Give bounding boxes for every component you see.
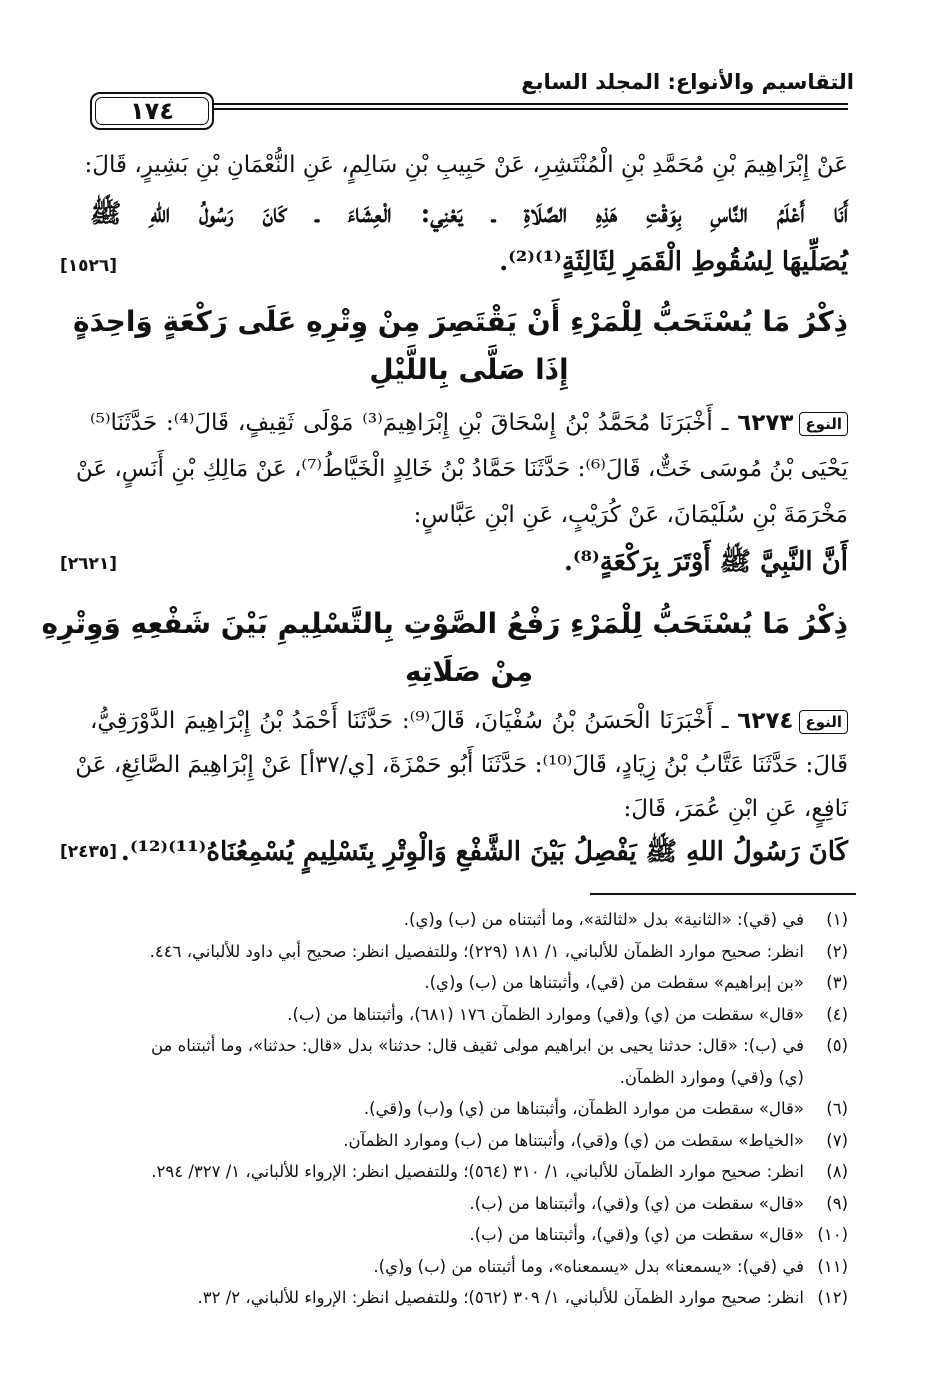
- footnote: [90, 936, 848, 967]
- body-line: يَحْيَى بْنُ مُوسَى خَتٌّ، قَالَ⁽⁶⁾: حَدَّثَنَا حَمَّادُ بْنُ خَالِدٍ الْخَيَّاطُ⁽⁷⁾، عَنْ مَالِكِ بْنِ أَنَسٍ، عَنْ: [75, 456, 848, 482]
- matn-line: أَنَّ النَّبِيَّ ﷺ أَوْتَرَ بِرَكْعَةٍ⁽⁸⁾.: [563, 547, 848, 577]
- footnote-text: (ي) و(قي) وموارد الظمآن.: [619, 1067, 804, 1087]
- isnad-text: ـ أَخْبَرَنَا الْحَسَنُ بْنُ سُفْيَانَ، قَالَ⁽⁹⁾: حَدَّثَنَا أَحْمَدُ بْنُ إِبْرَاهِيمَ الدَّوْرَقِيُّ،: [90, 708, 729, 734]
- footnote: [90, 1251, 848, 1282]
- footnote-number: (٣): [826, 973, 848, 992]
- footnote: [90, 1156, 848, 1187]
- footnote-text: انظر: صحيح موارد الظمآن للألباني، ١/ ٣٠٩ (٥٦٢)؛ وللتفصيل انظر: الإرواء للألباني، ٢/ ٣٢.: [197, 1288, 804, 1307]
- matn-line: يُصَلِّيهَا لِسُقُوطِ الْقَمَرِ لِثَالِثَةٍ⁽¹⁾⁽²⁾.: [499, 247, 848, 277]
- cross-reference: [٢٤٣٥]: [60, 842, 118, 862]
- footnote-number: (٨): [826, 1162, 848, 1181]
- footnote-text: في (قي): «الثانية» بدل «لثالثة»، وما أثبتناه من (ب) و(ي).: [403, 910, 804, 929]
- footnote-text: «قال» سقطت من (ي) و(قي)، وأثبتناها من (ب).: [469, 1193, 804, 1213]
- footnote-number: (١٢): [817, 1288, 848, 1307]
- footnote-number: (٦): [826, 1099, 848, 1118]
- cross-reference: [٢٦٢١]: [60, 554, 118, 574]
- page-number-box: [90, 92, 214, 130]
- footnote: [90, 904, 848, 935]
- footnote-number: (١١): [817, 1256, 848, 1276]
- footnote-text: «قال» سقطت من موارد الظمآن، وأثبتناها من (ي) و(ب) و(قي).: [363, 1099, 804, 1118]
- footnote-text: في (قي): «يسمعنا» بدل «يسمعناه»، وما أثبتناه من (ب) و(ي).: [373, 1256, 804, 1276]
- footnote-text: «قال» سقطت من (ي) و(قي) وموارد الظمآن ١٧٦ (٦٨١)، وأثبتناها من (ب).: [287, 1004, 804, 1024]
- footnote-number: (٩): [826, 1193, 848, 1213]
- page-number: ١٧٤: [130, 97, 174, 125]
- footnote: [90, 1093, 848, 1124]
- footnote-separator: [590, 893, 856, 895]
- matn-line: أَنَا أَعْلَمُ النَّاسِ بِوَقْتِ هَذِهِ الصَّلَاةِ ـ يَعْنِي: الْعِشَاءَ ـ كَانَ رَسُولُ اللهِ ﷺ: [90, 199, 848, 229]
- footnote: [90, 1219, 848, 1250]
- hadith-number: ٦٢٧٣: [737, 410, 794, 436]
- matn-line: كَانَ رَسُولُ اللهِ ﷺ يَفْصِلُ بَيْنَ الشَّفْعِ وَالْوِتْرِ بِتَسْلِيمٍ يُسْمِعُنَاهُ⁽¹¹⁾⁽¹²⁾.: [120, 837, 848, 867]
- footnote-number: (٢): [826, 941, 848, 961]
- type-badge: النوع: [799, 710, 848, 734]
- footnote-text: «قال» سقطت من (ي) و(قي)، وأثبتناها من (ب).: [469, 1225, 804, 1244]
- footnote-number: (٥): [826, 1036, 848, 1055]
- footnote-number: (٤): [826, 1004, 848, 1024]
- footnote-text: انظر: صحيح موارد الظمآن للألباني، ١/ ١٨١ (٢٢٩)؛ وللتفصيل انظر: صحيح أبي داود للألباني، ٤٤٦.: [149, 941, 804, 961]
- footnote: [90, 999, 848, 1030]
- footnote: [90, 1125, 848, 1156]
- body-line: نَافِعٍ، عَنِ ابْنِ عُمَرَ، قَالَ:: [623, 796, 848, 822]
- section-heading: ذِكْرُ مَا يُسْتَحَبُّ لِلْمَرْءِ رَفْعُ الصَّوْتِ بِالتَّسْلِيمِ بَيْنَ شَفْعِهِ وَوِتْرِهِ: [41, 607, 848, 640]
- footnote-number: (١٠): [817, 1225, 848, 1244]
- cross-reference: [١٥٢٦]: [60, 256, 118, 276]
- section-heading: ذِكْرُ مَا يُسْتَحَبُّ لِلْمَرْءِ أَنْ يَقْتَصِرَ مِنْ وِتْرِهِ عَلَى رَكْعَةٍ وَاحِدَةٍ: [72, 305, 848, 338]
- footnote: [90, 1062, 848, 1093]
- footnote-number: (٧): [826, 1130, 848, 1150]
- footnote-text: «بن إبراهيم» سقطت من (قي)، وأثبتناها من (ب) و(ي).: [424, 973, 804, 992]
- footnote: [90, 1188, 848, 1219]
- page-number-frame: [95, 97, 209, 125]
- section-heading-cont: إِذَا صَلَّى بِاللَّيْلِ: [369, 353, 569, 386]
- body-line: مَخْرَمَةَ بْنِ سُلَيْمَانَ، عَنْ كُرَيْبٍ، عَنِ ابْنِ عَبَّاسٍ:: [413, 502, 848, 528]
- footnote-text: في (ب): «قال: حدثنا يحيى بن ابراهيم مولى ثقيف قال: حدثنا» بدل «قال: حدثنا»، وما أثبتناه من: [150, 1036, 804, 1055]
- body-line: قَالَ: حَدَّثَنَا عَتَّابُ بْنُ زِيَادٍ، قَالَ⁽¹⁰⁾: حَدَّثَنَا أَبُو حَمْزَةَ، [ي/٣٧أ] عَنْ إِبْرَاهِيمَ الصَّائِغِ، عَنْ: [75, 752, 848, 778]
- footnote: [90, 1030, 848, 1061]
- type-badge: النوع: [799, 412, 848, 436]
- hadith-isnad-line: [90, 700, 848, 742]
- footnote-text: انظر: صحيح موارد الظمآن للألباني، ١/ ٣١٠ (٥٦٤)؛ وللتفصيل انظر: الإرواء للألباني، ١/ ٣٢٧/ ٢٩٤.: [151, 1162, 804, 1181]
- footnote-number: (١): [826, 910, 848, 929]
- hadith-isnad-line: [90, 402, 848, 444]
- footnote-text: «الخياط» سقطت من (ي) و(قي)، وأثبتناها من (ب) وموارد الظمآن.: [343, 1130, 804, 1150]
- footnote: [90, 967, 848, 998]
- hadith-number: ٦٢٧٤: [737, 708, 794, 734]
- isnad-text: ـ أَخْبَرَنَا مُحَمَّدُ بْنُ إِسْحَاقَ بْنِ إِبْرَاهِيمَ⁽³⁾ مَوْلَى ثَقِيفٍ، قَالَ⁽⁴⁾: حَدَّثَنَا⁽⁵⁾: [90, 410, 729, 436]
- running-header-title: التقاسيم والأنواع: المجلد السابع: [521, 70, 854, 94]
- footnote: [90, 1282, 848, 1313]
- section-heading-cont: مِنْ صَلَاتِهِ: [404, 655, 534, 688]
- body-line: عَنْ إِبْرَاهِيمَ بْنِ مُحَمَّدِ بْنِ الْمُنْتَشِرِ، عَنْ حَبِيبِ بْنِ سَالِمٍ، عَنِ النُّعْمَانِ بْنِ بَشِيرٍ، قَالَ:: [84, 152, 848, 178]
